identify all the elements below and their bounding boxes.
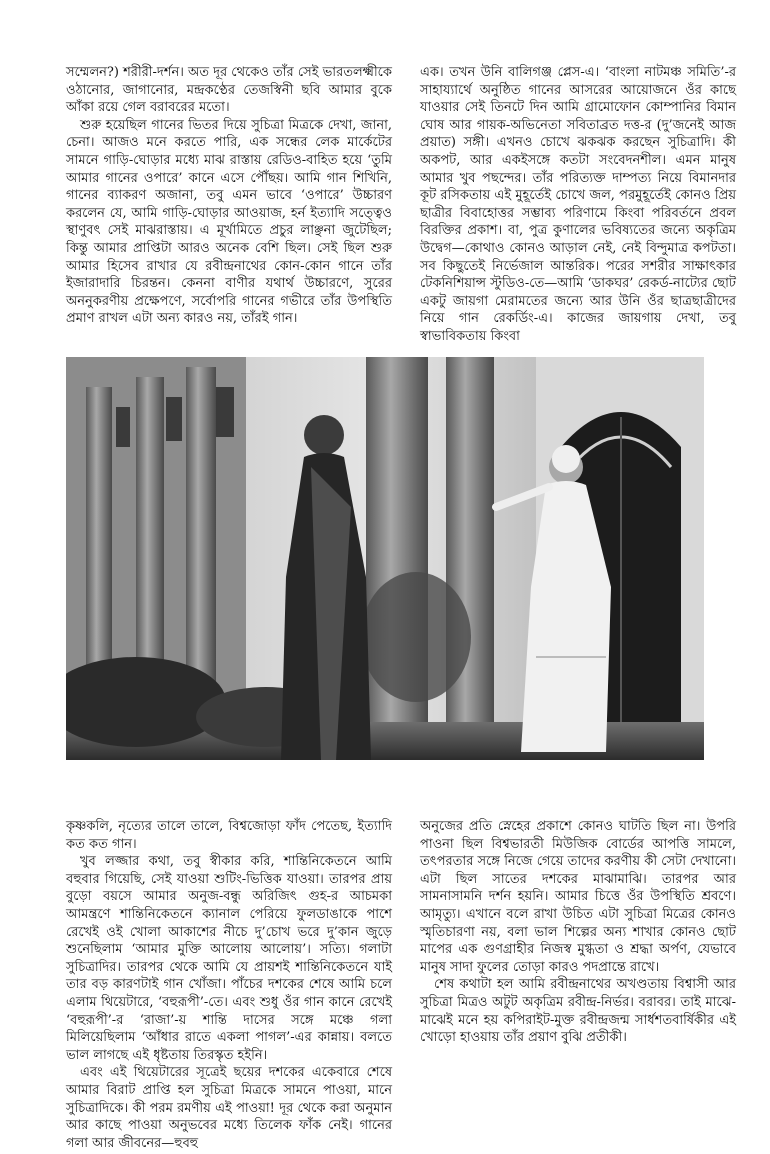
column-top-left	[66, 64, 392, 328]
paragraph: এবং এই থিয়েটারের সূত্রেই ছয়ের দশকের একেবারে শেষে আমার বিরাট প্রাপ্তি হল সুচিত্রা মিত্রকে সামনে পাওয়া, মানে সুচিত্রাদিকে। কী পরম রমণীয় এই পাওয়া! দূর থেকে করা অনুমান আর কাছে পাওয়া অনুভবের মধ্যে তিলেক ফাঁক নেই। গানের গলা আর জীবনের—হুবহু	[66, 1065, 392, 1151]
paragraph: অনুজের প্রতি স্নেহের প্রকাশে কোনও ঘাটতি ছিল না। উপরি পাওনা ছিল বিশ্বভারতী মিউজিক বোর্ডের আপত্তি সামলে, তৎপরতার সঙ্গে নিজে গেয়ে তাদের করণীয় কী সেটা দেখানো। এটা ছিল সাতের দশকের মাঝামাঝি। তারপর আর সামনাসামনি দর্শন হয়নি। আমার চিত্তে ওঁর উপস্থিতি শ্রবণে। আমৃত্যু। এখানে বলে রাখা উচিত এটা সুচিত্রা মিত্রের কোনও স্মৃতিচারণা নয়, বলা ভাল শিল্পের অন্য শাখার কোনও ছোট মাপের এক গুণগ্রাহীর নিজস্ব মুগ্ধতা ও শ্রদ্ধা অর্পণ, যেভাবে মানুষ সাদা ফুলের তোড়া কারও পদপ্রান্তে রাখে।	[420, 819, 736, 975]
column-bottom-left	[66, 818, 392, 1152]
paragraph: শেষ কথাটা হল আমি রবীন্দ্রনাথের অখণ্ডতায় বিশ্বাসী আর সুচিত্রা মিত্রও অটুট অকৃত্রিম রবীন্দ্র-নির্ভর। বরাবর। তাই মাঝে-মাঝেই মনে হয় কপিরাইট-মুক্ত রবীন্দ্রজন্ম সার্ধশতবার্ষিকীর এই খোড়ো হাওয়ায় তাঁর প্রয়াণ বুঝি প্রতীকী।	[420, 977, 736, 1046]
photograph	[66, 357, 704, 760]
paragraph: খুব লজ্জার কথা, তবু স্বীকার করি, শান্তিনিকেতনে আমি বহুবার গিয়েছি, সেই যাওয়া শুটিং-ভিত্তিক যাওয়া। তারপর প্রায় বুড়ো বয়সে আমার অনুজ-বন্ধু অরিজিৎ গুহ-র আচমকা আমন্ত্রণে শান্তিনিকেতনে ক্যানাল পেরিয়ে ফুলডাঙাকে পাশে রেখেই ওই খোলা আকাশের নীচে দু’চোখ ভরে দু’কান জুড়ে শুনেছিলাম ‘আমার মুক্তি আলোয় আলোয়’। সত্যি। গলাটা সুচিত্রাদির। তারপর থেকে আমি যে প্রায়শই শান্তিনিকেতনে যাই তার বড় কারণটাই গান খোঁজা। পাঁচের দশকের শেষে আমি চলে এলাম থিয়েটারে, ‘বহুরূপী’-তে। এবং শুধু ওঁর গান কানে রেখেই ‘বহুরূপী’-র ‘রাজা’-য় শান্তি দাসের সঙ্গে মঞ্চে গলা মিলিয়েছিলাম ‘আঁধার রাতে একলা পাগল’-এর কান্নায়। বলতে ভাল লাগছে এই ধৃষ্টতায় তিরস্কৃত হইনি।	[66, 854, 392, 1063]
column-top-right	[420, 64, 736, 346]
paragraph: সম্মেলন?) শরীরী-দর্শন। অত দূর থেকেও তাঁর সেই ভারতলক্ষ্মীকে ওঠানোর, জাগানোর, মন্দ্রকণ্ঠের তেজস্বিনী ছবি আমার বুকে আঁকা রয়ে গেল বরাবরের মতো।	[66, 65, 392, 116]
column-bottom-right	[420, 818, 736, 1047]
photo-illustration	[66, 357, 704, 760]
paragraph: এক। তখন উনি বালিগঞ্জ প্লেস-এ। ‘বাংলা নাটমঞ্চ সমিতি’-র সাহায্যার্থে অনুষ্ঠিত গানের আসরের আয়োজনে ওঁর কাছে যাওয়ার সেই তিনটে দিন আমি গ্রামোফোন কোম্পানির বিমান ঘোষ আর গায়ক-অভিনেতা সবিতাব্রত দত্ত-র (দু’জনেই আজ প্রয়াত) সঙ্গী। এখনও চোখে ঝকঝক করছেন সুচিত্রাদি। কী অকপট, আর একইসঙ্গে কতটা সংবেদনশীল। এমন মানুষ আমার খুব পছন্দের। তাঁর পরিত্যক্ত দাম্পত্য নিয়ে বিমানদার কূট রসিকতায় এই মুহূর্তেই চোখে জল, পরমুহূর্তেই কোনও প্রিয় ছাত্রীর বিবাহোত্তর সম্ভাব্য পরিণামে কিংবা পরিবর্তনে প্রবল বিরক্তির প্রকাশ। বা, পুত্র কুণালের ভবিষ্যতের জন্যে অকৃত্রিম উদ্বেগ—কোথাও কোনও আড়াল নেই, নেই বিন্দুমাত্র কপটতা। সব কিছুতেই নির্ভেজাল আন্তরিক। পরের সশরীর সাক্ষাৎকার টেকনিশিয়ান্স স্টুডিও-তে—আমি ‘ডাকঘর’ রেকর্ড-নাট্যের ছোট একটু জায়গা মেরামতের জন্যে আর উনি ওঁর ছাত্রছাত্রীদের নিয়ে গান রেকর্ডিং-এ। কাজের জায়গায় দেখা, তবু স্বাভাবিকতায় কিংবা	[420, 65, 736, 344]
paragraph: কৃষ্ণকলি, নৃত্যের তালে তালে, বিশ্বজোড়া ফাঁদ পেতেছ, ইত্যাদি কত কত গান।	[66, 819, 392, 852]
paragraph: শুরু হয়েছিল গানের ভিতর দিয়ে সুচিত্রা মিত্রকে দেখা, জানা, চেনা। আজও মনে করতে পারি, এক সন্ধের লেক মার্কেটের সামনে গাড়ি-ঘোড়ার মধ্যে মাঝ রাস্তায় রেডিও-বাহিত হয়ে ‘তুমি আমার গানের ওপারে’ কানে এসে পৌঁছয়। আমি গান শিখিনি, গানের ব্যাকরণ অজানা, তবু এমন ভাবে ‘ওপারে’ উচ্চারণ করলেন যে, আমি গাড়ি-ঘোড়ার আওয়াজ, হর্ন ইত্যাদি সত্ত্বেও স্থাণুবৎ সেই মাঝরাস্তায়। এ মূর্খামিতে প্রচুর লাঞ্ছনা জুটেছিল; কিন্তু আমার প্রাপ্তিটা আরও অনেক বেশি ছিল। সেই ছিল শুরু আমার হিসেব রাখার যে রবীন্দ্রনাথের কোন-কোন গানে তাঁর ইজারাদারি চিরন্তন। কেননা বাণীর যথার্থ উচ্চারণে, সুরের অননুকরণীয় প্রক্ষেপণে, সর্বোপরি গানের গভীরে তাঁর উপস্থিতি প্রমাণ রাখল এটা অন্য কারও নয়, তাঁরই গান।	[66, 117, 392, 327]
